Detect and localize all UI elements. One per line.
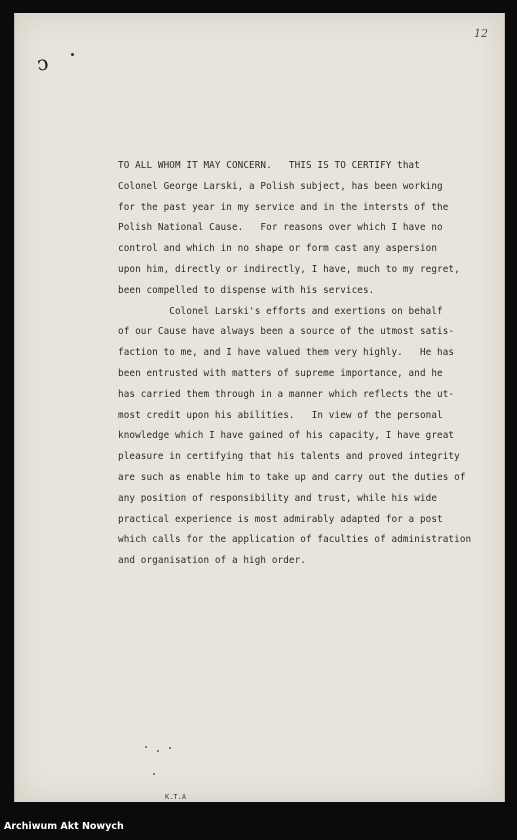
ink-speck [157, 750, 159, 752]
document-page [14, 13, 505, 802]
letter-line: of our Cause have always been a source of the utmost satis- [118, 326, 455, 338]
letter-line: TO ALL WHOM IT MAY CONCERN. THIS IS TO CERTIFY that [118, 160, 420, 171]
letter-line: and organisation of a high order. [118, 555, 307, 567]
ink-dot [71, 53, 74, 56]
letter-line: faction to me, and I have valued them very highly. He has [118, 347, 455, 359]
letter-line: knowledge which I have gained of his capacity, I have great [118, 430, 455, 442]
page-number: 12 [474, 27, 488, 40]
ink-speck [169, 747, 171, 749]
stamp-mark: K.T.A [165, 793, 187, 801]
letter-line: pleasure in certifying that his talents and proved integrity [118, 451, 460, 463]
ink-speck [153, 773, 155, 775]
letter-line: practical experience is most admirably adapted for a post [118, 513, 443, 525]
letter-line: Colonel George Larski, a Polish subject, has been working [118, 180, 443, 192]
ink-speck [145, 746, 147, 748]
letter-line: been entrusted with matters of supreme importance, and he [118, 367, 443, 379]
letter-line: which calls for the application of faculties of administration [118, 534, 472, 546]
letter-line: Colonel Larski's efforts and exertions on behalf [118, 305, 443, 317]
letter-line: has carried them through in a manner which reflects the ut- [118, 388, 455, 400]
letter-line: upon him, directly or indirectly, I have, much to my regret, [118, 263, 460, 275]
letter-line: are such as enable him to take up and carry out the duties of [118, 471, 466, 483]
letter-line: Polish National Cause. For reasons over which I have no [118, 222, 443, 234]
letter-body [118, 156, 498, 572]
letter-line: for the past year in my service and in the intersts of the [118, 201, 449, 213]
archive-caption: Archiwum Akt Nowych [4, 821, 124, 832]
handwritten-mark: ↄ [35, 50, 50, 76]
letter-line: most credit upon his abilities. In view of the personal [118, 409, 443, 421]
letter-line: been compelled to dispense with his services. [118, 284, 375, 296]
letter-line: control and which in no shape or form cast any aspersion [118, 243, 438, 255]
letter-line: any position of responsibility and trust, while his wide [118, 492, 438, 504]
